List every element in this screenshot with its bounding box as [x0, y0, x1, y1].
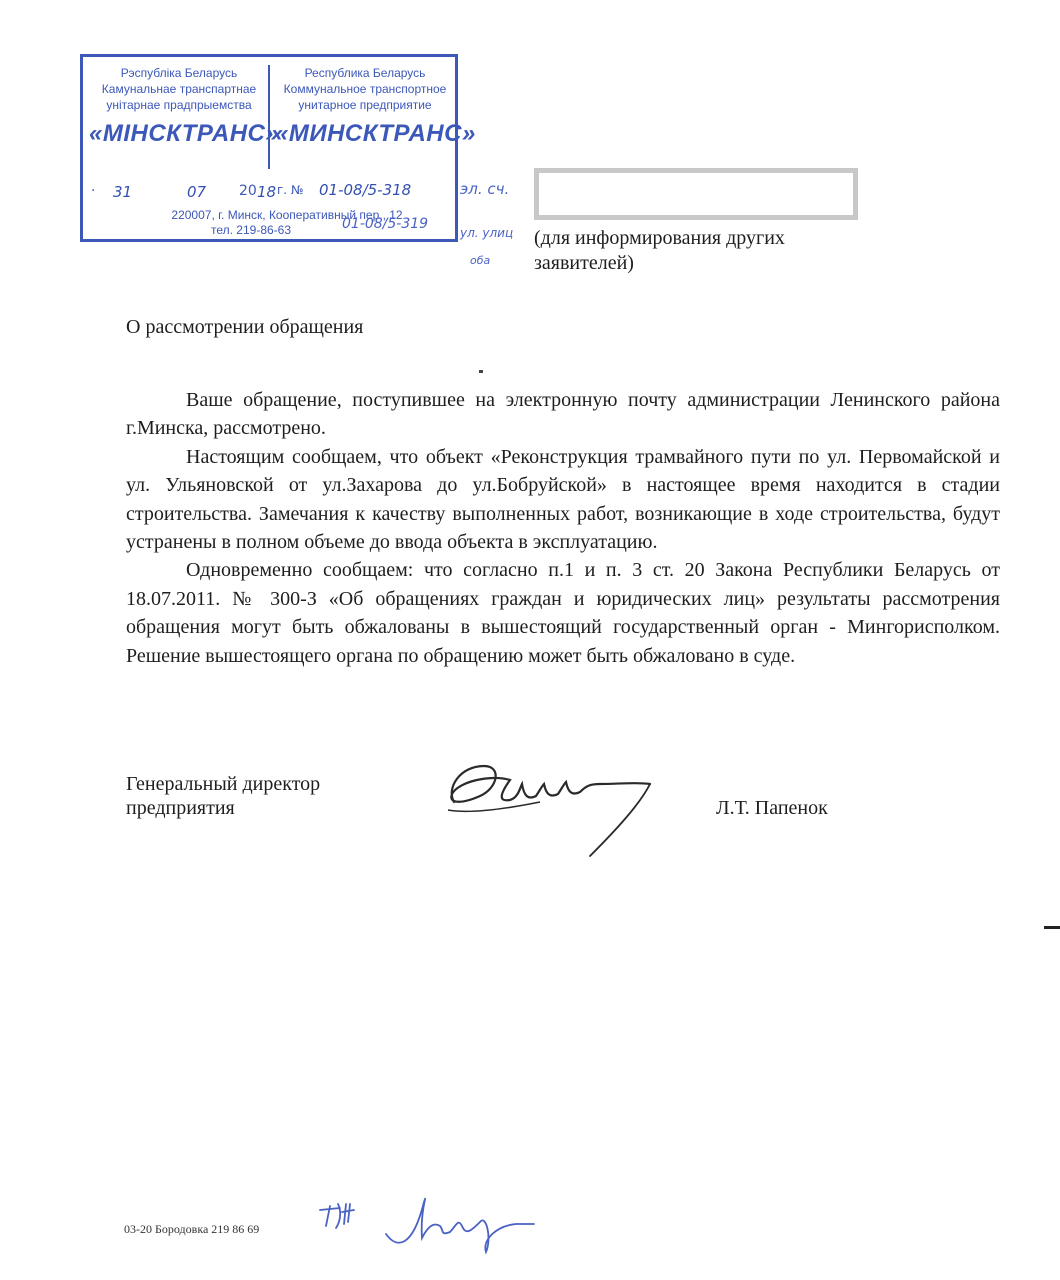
stamp-date-month: 07 — [187, 183, 207, 201]
stamp-right-org: Коммунальное транспортное унитарное предприятие — [283, 82, 447, 112]
letter-body — [126, 386, 1000, 670]
handwritten-note-line4: оба — [470, 254, 491, 267]
handwritten-initials — [316, 1182, 540, 1262]
stamp-year-prefix: 20 — [239, 183, 257, 199]
stamp-left-org: Камунальнае транспартнае унітарнае прадпрыемства — [101, 82, 257, 112]
body-paragraph-1: Ваше обращение, поступившее на электронную почту администрации Ленинского района г.Минска, рассмотрено. — [126, 389, 1000, 440]
recipient-note: (для информирования других заявителей) — [534, 227, 785, 274]
stamp-tel: тел. 219-86-63 — [211, 223, 292, 237]
stamp-number: 01-08/5-318 — [319, 181, 412, 199]
stamp-russian-column — [275, 65, 476, 149]
body-paragraph-2: Настоящим сообщаем, что объект «Реконструкция трамвайного пути по ул. Первомайской и ул. Ульяновской от ул.Захарова до ул.Бобруйской» в настоящее время находится в стадии строительства. Замечания к качеству выполненных работ, возникающие в ходе строительства, будут устранены в полном объеме до ввода объекта в эксплуатацию. — [126, 445, 1000, 554]
stamp-address: 220007, г. Минск, Кооперативный пер., 12 — [171, 208, 403, 222]
stamp-belarusian-column — [89, 65, 280, 149]
stamp-divider — [268, 65, 270, 169]
redacted-recipient-box — [534, 168, 858, 220]
body-paragraph-3: Одновременно сообщаем: что согласно п.1 и п. 3 ст. 20 Закона Республики Беларусь от 18.07.2011. № 300-З «Об обращениях граждан и юридических лиц» результаты рассмотрения обращения могут быть обжалованы в вышестоящий государственный орган - Мингорисполком. Решение вышестоящего органа по обращению может быть обжаловано в суде. — [126, 559, 1000, 667]
registration-stamp — [80, 54, 476, 242]
signatory-name: Л.Т. Папенок — [716, 797, 828, 819]
handwritten-note-line3: ул. улиц — [460, 226, 514, 240]
stamp-right-country: Республика Беларусь — [304, 66, 426, 80]
stamp-date-number-line: · 31 07 20 18 г. № 01-08/5-318 — [91, 181, 412, 201]
stray-mark — [479, 370, 483, 373]
edge-fold-mark — [1044, 926, 1060, 929]
stamp-year-mark: г. № — [277, 183, 304, 197]
handwritten-note-line2: 01-08/5-319 — [342, 216, 429, 232]
stamp-left-country: Рэспубліка Беларусь — [120, 66, 238, 80]
stamp-right-brand: «МИНСКТРАНС» — [275, 120, 476, 147]
stamp-left-brand: «МІНСКТРАНС» — [89, 120, 280, 147]
handwritten-signature — [440, 744, 670, 864]
stamp-year-suffix: 18 — [257, 183, 277, 201]
handwritten-note-line1: эл. сч. — [460, 180, 510, 198]
stamp-date-day: 31 — [113, 183, 133, 201]
signatory-title: Генеральный директор предприятия — [126, 773, 321, 819]
executor-line: 03-20 Бородовка 219 86 69 — [124, 1222, 260, 1236]
letter-subject: О рассмотрении обращения — [126, 316, 364, 338]
